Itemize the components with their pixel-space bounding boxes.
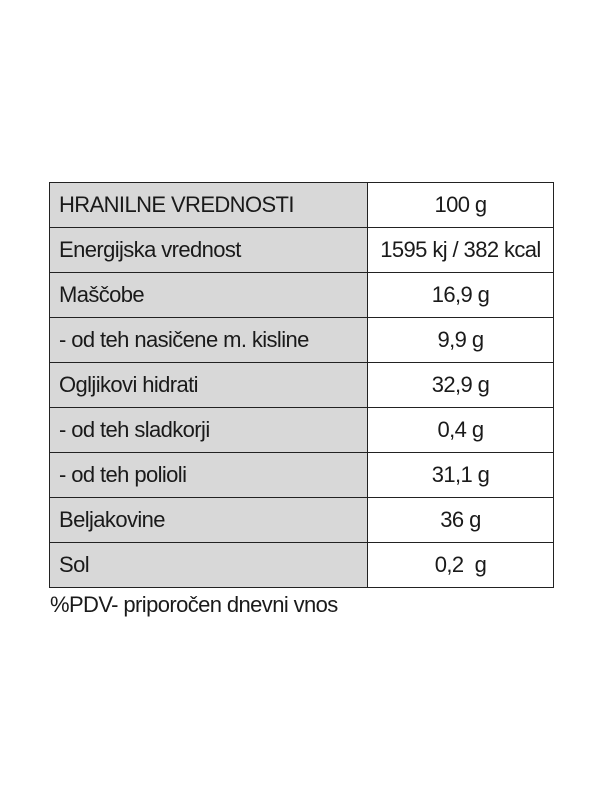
nutrient-label: - od teh sladkorji: [50, 408, 368, 453]
nutrient-value: 100 g: [368, 183, 554, 228]
table-row: [50, 408, 554, 453]
footnote: %PDV- priporočen dnevni vnos: [50, 592, 338, 617]
nutrient-label: HRANILNE VREDNOSTI: [50, 183, 368, 228]
nutrient-label: Maščobe: [50, 273, 368, 318]
nutrient-value: 36 g: [368, 498, 554, 543]
table-row: [50, 498, 554, 543]
table-row: [50, 543, 554, 588]
nutrient-label: - od teh nasičene m. kisline: [50, 318, 368, 363]
nutrient-label: Ogljikovi hidrati: [50, 363, 368, 408]
table-row: [50, 318, 554, 363]
nutrient-label: - od teh polioli: [50, 453, 368, 498]
nutrient-value: 16,9 g: [368, 273, 554, 318]
nutrient-label: Sol: [50, 543, 368, 588]
nutrient-label: Beljakovine: [50, 498, 368, 543]
nutrition-table: [49, 182, 554, 588]
nutrient-value: 0,2 g: [368, 543, 554, 588]
table-row: [50, 363, 554, 408]
nutrient-value: 9,9 g: [368, 318, 554, 363]
nutrient-value: 31,1 g: [368, 453, 554, 498]
nutrient-label: Energijska vrednost: [50, 228, 368, 273]
table-row: [50, 228, 554, 273]
table-row: [50, 453, 554, 498]
nutrient-value: 1595 kj / 382 kcal: [368, 228, 554, 273]
table-row: [50, 273, 554, 318]
nutrient-value: 32,9 g: [368, 363, 554, 408]
table-row-header: [50, 183, 554, 228]
nutrient-value: 0,4 g: [368, 408, 554, 453]
